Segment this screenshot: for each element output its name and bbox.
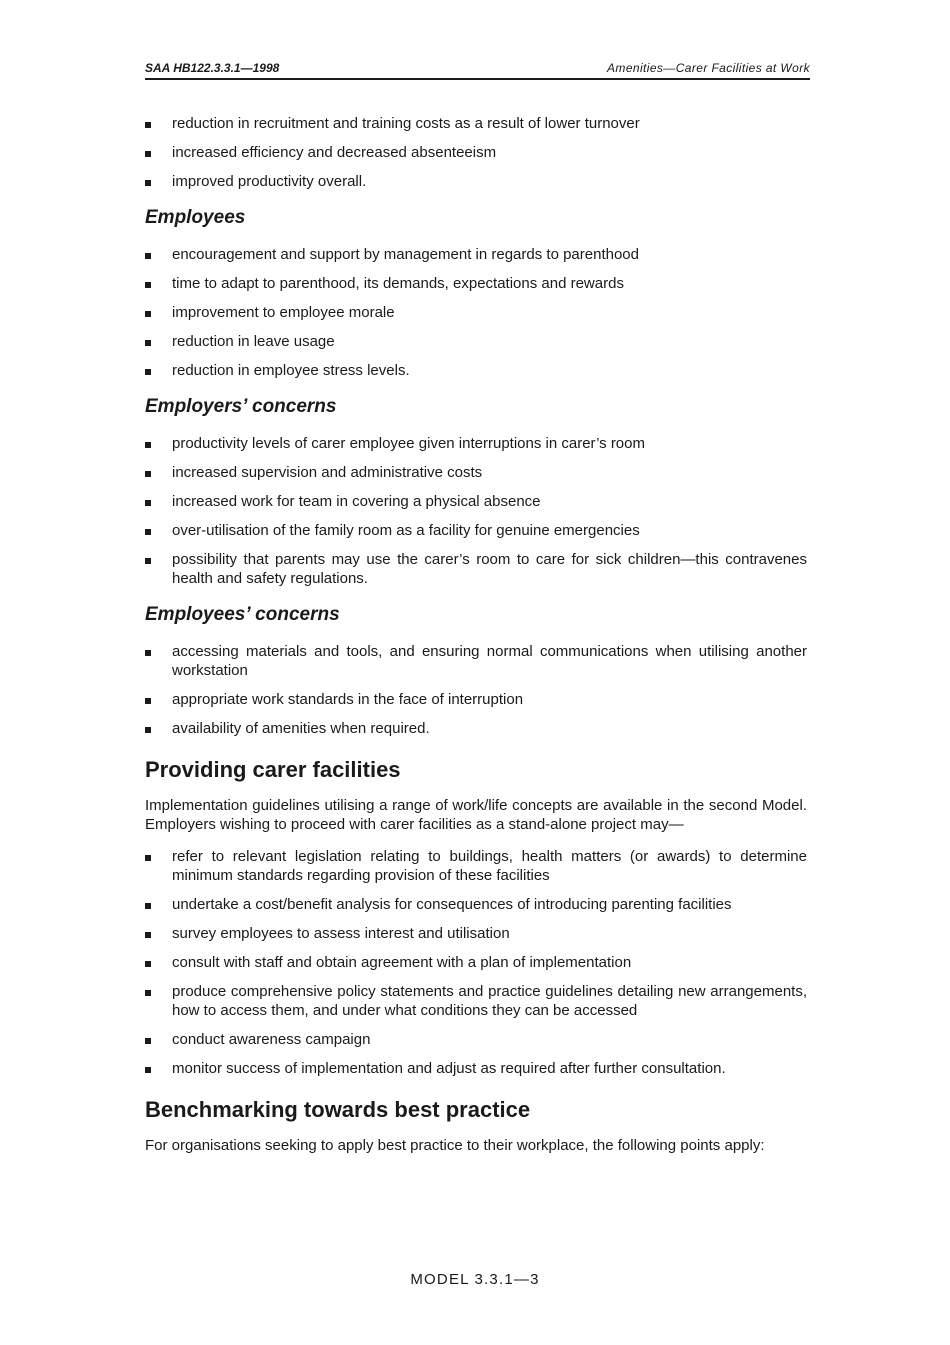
square-bullet-icon xyxy=(145,961,151,967)
list-item: time to adapt to parenthood, its demands, expectations and rewards xyxy=(145,274,807,293)
list-item: refer to relevant legislation relating to buildings, health matters (or awards) to determine minimum standards regarding provision of these facilities xyxy=(145,847,807,885)
employees-concerns-heading: Employees’ concerns xyxy=(145,604,340,625)
list-item: over-utilisation of the family room as a facility for genuine emergencies xyxy=(145,521,807,540)
square-bullet-icon xyxy=(145,180,151,186)
square-bullet-icon xyxy=(145,340,151,346)
square-bullet-icon xyxy=(145,558,151,564)
square-bullet-icon xyxy=(145,471,151,477)
list-item: monitor success of implementation and adjust as required after further consultation. xyxy=(145,1059,807,1078)
list-item: increased work for team in covering a physical absence xyxy=(145,492,807,511)
benefits-list xyxy=(145,114,807,191)
benchmarking-heading: Benchmarking towards best practice xyxy=(145,1097,531,1122)
document-code: SAA HB122.3.3.1—1998 xyxy=(145,61,280,75)
list-item: produce comprehensive policy statements and practice guidelines detailing new arrangements, how to access them, and under what conditions they can be accessed xyxy=(145,982,807,1020)
square-bullet-icon xyxy=(145,1067,151,1073)
square-bullet-icon xyxy=(145,650,151,656)
page-content xyxy=(145,114,807,1168)
list-item: increased supervision and administrative costs xyxy=(145,463,807,482)
list-item: undertake a cost/benefit analysis for consequences of introducing parenting facilities xyxy=(145,895,807,914)
employees-heading: Employees xyxy=(145,207,246,228)
employees-list xyxy=(145,245,807,380)
providing-paragraph: Implementation guidelines utilising a range of work/life concepts are available in the second Model. Employers wishing to proceed with carer facilities as a stand-alone project may— xyxy=(145,797,807,833)
list-item: improved productivity overall. xyxy=(145,172,807,191)
square-bullet-icon xyxy=(145,698,151,704)
list-item: conduct awareness campaign xyxy=(145,1030,807,1049)
list-item: productivity levels of carer employee given interruptions in carer’s room xyxy=(145,434,807,453)
list-item: reduction in recruitment and training costs as a result of lower turnover xyxy=(145,114,807,133)
list-item: availability of amenities when required. xyxy=(145,719,807,738)
square-bullet-icon xyxy=(145,151,151,157)
square-bullet-icon xyxy=(145,727,151,733)
list-item: consult with staff and obtain agreement with a plan of implementation xyxy=(145,953,807,972)
list-item: survey employees to assess interest and utilisation xyxy=(145,924,807,943)
square-bullet-icon xyxy=(145,442,151,448)
square-bullet-icon xyxy=(145,932,151,938)
list-item: accessing materials and tools, and ensuring normal communications when utilising another workstation xyxy=(145,642,807,680)
list-item: possibility that parents may use the carer’s room to care for sick children—this contravenes health and safety regulations. xyxy=(145,550,807,588)
square-bullet-icon xyxy=(145,311,151,317)
square-bullet-icon xyxy=(145,500,151,506)
providing-heading: Providing carer facilities xyxy=(145,757,401,782)
page-header xyxy=(145,60,810,80)
square-bullet-icon xyxy=(145,369,151,375)
square-bullet-icon xyxy=(145,282,151,288)
list-item: encouragement and support by management in regards to parenthood xyxy=(145,245,807,264)
employers-concerns-heading: Employers’ concerns xyxy=(145,396,337,417)
list-item: appropriate work standards in the face of interruption xyxy=(145,690,807,709)
list-item: reduction in leave usage xyxy=(145,332,807,351)
document-title: Amenities—Carer Facilities at Work xyxy=(607,61,810,75)
employers-concerns-list xyxy=(145,434,807,588)
square-bullet-icon xyxy=(145,990,151,996)
square-bullet-icon xyxy=(145,1038,151,1044)
square-bullet-icon xyxy=(145,903,151,909)
square-bullet-icon xyxy=(145,122,151,128)
square-bullet-icon xyxy=(145,529,151,535)
benchmarking-paragraph: For organisations seeking to apply best practice to their workplace, the following points apply: xyxy=(145,1137,765,1154)
list-item: improvement to employee morale xyxy=(145,303,807,322)
page-number: MODEL 3.3.1—3 xyxy=(410,1271,540,1288)
list-item: reduction in employee stress levels. xyxy=(145,361,807,380)
square-bullet-icon xyxy=(145,253,151,259)
square-bullet-icon xyxy=(145,855,151,861)
providing-list xyxy=(145,847,807,1078)
employees-concerns-list xyxy=(145,642,807,738)
list-item: increased efficiency and decreased absenteeism xyxy=(145,143,807,162)
